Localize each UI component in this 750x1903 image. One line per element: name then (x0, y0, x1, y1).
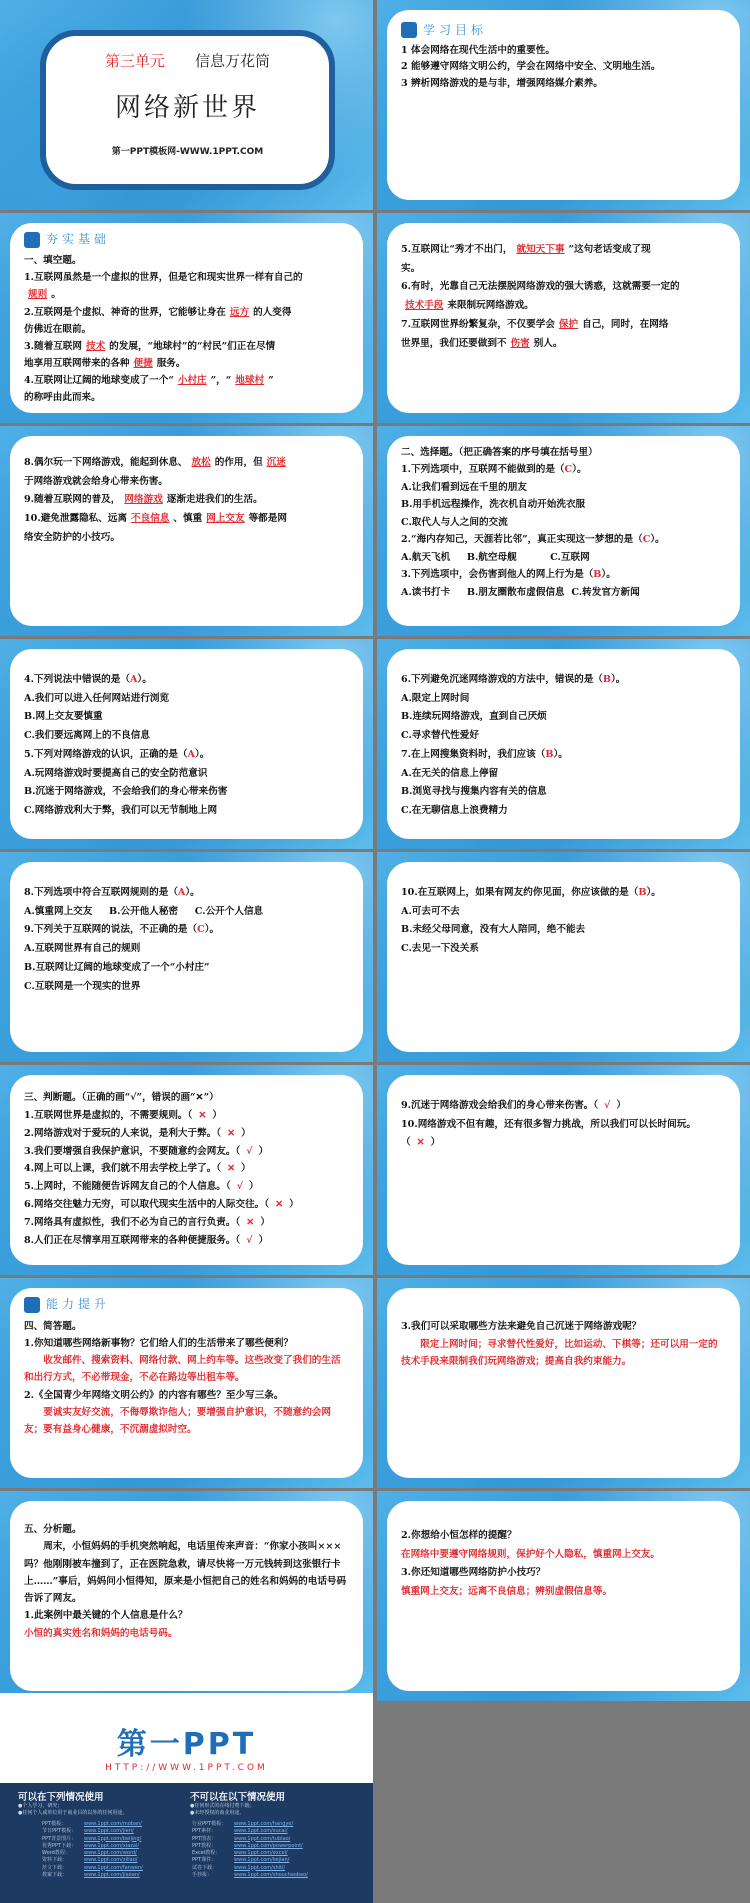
usage-panel (0, 1783, 373, 1903)
link-row[interactable]: 试卷下载： www.1ppt.com/shiti/ (192, 1864, 286, 1871)
q-text: 来限制玩网络游戏。 (447, 300, 534, 312)
choice-card (10, 862, 363, 1052)
q-text: 别人。 (533, 337, 563, 349)
brand-logo: 第一PPT (116, 1727, 257, 1762)
judge-item: 4.网上可以上课，我们就不用去学校上学了。（ ✕ ） (24, 1163, 251, 1175)
answer-blank: 不良信息 (131, 513, 170, 525)
fill-blank-card (10, 223, 363, 413)
q-text: 9.随着互联网的普及， (24, 494, 121, 506)
option: C.互联网是一个现实的世界 (24, 980, 141, 992)
section-title: 五、分析题。 (24, 1524, 82, 1535)
answer: A (177, 887, 186, 898)
cannot-use-line: ●任何形式的在线付费下载； (190, 1803, 255, 1809)
q-text: ）。 (553, 748, 568, 760)
answer-blank: 放松 (191, 457, 211, 468)
link-row[interactable]: PPT课件： www.1ppt.com/kejian/ (192, 1857, 290, 1864)
q-text: 服务。 (156, 357, 186, 369)
q-text: 3.你还知道哪些网络防护小技巧？ (401, 1567, 546, 1579)
unit-label: 第三单元 (104, 52, 165, 70)
option: A.可去可不去 (401, 905, 460, 917)
q-text: 实。 (401, 262, 421, 274)
option: B.网上交友要慎重 (24, 711, 103, 723)
answer-text: 限定上网时间；寻求替代性爱好，比如运动、下棋等；还可以用一定的技术手段来限制我们玩网络游戏；提高自我约束能力。 (401, 1338, 718, 1368)
q-text: 10.在互联网上，如果有网友约你见面，你应该做的是（ (401, 887, 639, 898)
option: C.取代人与人之间的交流 (401, 516, 508, 528)
answer: B (602, 674, 611, 685)
judge-item: 5.上网时，不能随便告诉网友自己的个人信息。（ √ ） (24, 1181, 259, 1193)
lesson-title: 网络新世界 (114, 93, 260, 123)
section-title: 三、判断题。（正确的画“√”，错误的画“✕”） (24, 1092, 219, 1103)
answer-blank: 地球村 (235, 374, 265, 386)
q-text: ”这句老话变成了现 (568, 244, 651, 255)
option: B.未经父母同意，没有大人陪同，绝不能去 (401, 924, 586, 936)
q-text: 自己，同时，在网络 (582, 318, 669, 330)
judge-item: 8.人们正在尽情享用互联网带来的各种便捷服务。（ √ ） (24, 1234, 269, 1246)
goal-line: 3 辨析网络游戏的是与非，增强网络媒介素养。 (401, 77, 603, 89)
link-row[interactable]: 手抄报： www.1ppt.com/shouchaobao/ (192, 1871, 308, 1878)
link-row[interactable]: 行业PPT模板： www.1ppt.com/hangye/ (192, 1821, 294, 1827)
q-text: ” (268, 374, 274, 386)
q-text: 8.下列选项中符合互联网规则的是（ (24, 887, 178, 898)
slide-10-choice (377, 852, 750, 1062)
slide-16-analysis (377, 1491, 750, 1701)
fill-blank-card (387, 223, 740, 413)
q-text: 1.你知道哪些网络新事物？它们给人们的生活带来了哪些便利？ (24, 1337, 294, 1349)
title-card (40, 30, 335, 190)
can-use-line: ●个人学习、研究； (18, 1803, 63, 1809)
answer-blank: 网络游戏 (124, 494, 163, 506)
q-text: 10.避免泄露隐私、远离 (24, 513, 128, 525)
q-text: 5.互联网让“秀才不出门， (401, 244, 513, 255)
option: A.我们可以进入任何网站进行浏览 (24, 692, 170, 704)
q-text: ”，“ (210, 374, 232, 386)
choice-card (387, 436, 740, 626)
answer-text: 收发邮件、搜索资料、网络付款、网上约车等。这些改变了我们的生活和出行方式，不必带现金，不必在路边等出租车等。 (24, 1355, 341, 1384)
answer: A (129, 674, 138, 685)
header-square-icon (24, 232, 40, 248)
q-text: 。 (51, 289, 61, 301)
option: C.网络游戏利大于弊，我们可以无节制地上网 (24, 804, 218, 816)
link-row[interactable]: Word教程： www.1ppt.com/word/ (42, 1850, 137, 1856)
short-answer-card (10, 1288, 363, 1478)
link-row[interactable]: PPT素材： www.1ppt.com/sucai/ (192, 1828, 288, 1835)
answer: ✕ (416, 1137, 425, 1149)
ability-header: 能力提升 (46, 1297, 111, 1311)
q-text: 4.下列说法中错误的是（ (24, 674, 130, 685)
q-text: 2.“海内存知己，天涯若比邻”，真正实现这一梦想的是（ (401, 534, 643, 546)
q-text: ）。 (194, 748, 210, 760)
option: A.玩网络游戏时要提高自己的安全防范意识 (24, 767, 208, 779)
goals-header: 学习目标 (423, 23, 488, 37)
slide-5-fill-blank (0, 426, 373, 636)
slide-4-fill-blank (377, 213, 750, 423)
choice-card (387, 649, 740, 839)
q-text: 4.互联网让辽阔的地球变成了一个“ (24, 374, 174, 386)
judge-card (387, 1075, 740, 1265)
q-text: 逐渐走进我们的生活。 (166, 494, 263, 506)
answer-text: 在网络中要遵守网络规则，保护好个人隐私，慎重网上交友。 (401, 1548, 661, 1560)
answer-blank: 便捷 (133, 357, 153, 369)
option: A.在无关的信息上停留 (401, 767, 499, 779)
q-text: 络安全防护的小技巧。 (24, 531, 120, 543)
answer: A (187, 748, 195, 760)
option: C.在无聊信息上浪费精力 (401, 804, 508, 816)
can-use-line: ●任何个人或单位用于商业目的以外的任何用途。 (18, 1810, 128, 1816)
answer-text: 要诚实友好交流，不侮辱欺诈他人；要增强自护意识，不随意约会网友；要有益身心健康，不沉溺虚拟时空。 (24, 1406, 331, 1436)
q-text: ）。 (572, 464, 587, 476)
goal-line: 2 能够遵守网络文明公约，学会在网络中安全、文明地生活。 (401, 61, 661, 73)
case-story: 周末，小恒妈妈的手机突然响起，电话里传来声音：“你家小孩叫×××吗？他刚刚被车撞到了，正在医院急救，请尽快将一万元钱转到这张银行卡上……”事后，妈妈问小恒得知，原来是小恒把自己的姓名和妈妈的电话号码告诉了网友。 (24, 1541, 347, 1605)
slide-13-short-answer (0, 1278, 373, 1488)
answer-text: 小恒的真实姓名和妈妈的电话号码。 (24, 1627, 178, 1639)
q-text: 1.下列选项中，互联网不能做到的是（ (401, 464, 565, 476)
q-text: ）。 (204, 924, 220, 936)
q-text: 2.你想给小恒怎样的提醒？ (401, 1530, 517, 1541)
slide-9-choice (0, 852, 373, 1062)
link-row[interactable]: PPT图表： www.1ppt.com/tubiao/ (192, 1835, 291, 1842)
q-text: 7.在上网搜集资料时，我们应该（ (401, 748, 546, 760)
option: A.限定上网时间 (401, 692, 470, 704)
analysis-card (10, 1501, 363, 1691)
basics-header: 夯实基础 (46, 232, 111, 246)
q-text: 9.下列关于互联网的说法，不正确的是（ (24, 924, 198, 936)
q-text: 3.我们可以采取哪些方法来避免自己沉迷于网络游戏呢？ (401, 1321, 642, 1332)
answer-blank: 技术手段 (405, 300, 444, 312)
q-text: 3.随着互联网 (24, 340, 82, 352)
slide-1-title (0, 0, 373, 210)
option: A.慎重网上交友 B.公开他人秘密 C.公开个人信息 (24, 905, 264, 917)
option: A.让我们看到远在千里的朋友 (401, 481, 527, 493)
q-text: 仿佛近在眼前。 (24, 323, 92, 335)
slide-7-choice (0, 639, 373, 849)
link-row[interactable]: PPT背景图片： www.1ppt.com/beijing/ (42, 1835, 142, 1842)
option: C.我们要远离网上的不良信息 (24, 730, 150, 742)
option: B.连续玩网络游戏，直到自己厌烦 (401, 711, 547, 723)
q-text: 地享用互联网带来的各种 (24, 357, 130, 369)
can-use-title: 可以在下列情况使用 (18, 1792, 104, 1803)
q-text: 2.《全国青少年网络文明公约》的内容有哪些？至少写三条。 (24, 1389, 284, 1401)
answer: C (564, 464, 573, 476)
q-text: 的称呼由此而来。 (24, 391, 101, 403)
q-text: ）。 (650, 534, 665, 546)
brand-url[interactable]: HTTP://WWW.1PPT.COM (105, 1763, 268, 1773)
option: A.航天飞机 B.航空母舰 C.互联网 (401, 551, 590, 563)
option: A.互联网世界有自己的规则 (24, 943, 141, 955)
q-text: 1.此案例中最关键的个人信息是什么？ (24, 1610, 188, 1622)
answer: C (197, 924, 205, 936)
cannot-use-title: 不可以在以下情况使用 (190, 1792, 286, 1803)
analysis-card (387, 1501, 740, 1691)
slide-15-analysis (0, 1491, 373, 1701)
slide-12-judge (377, 1065, 750, 1275)
answer: B (593, 569, 602, 581)
q-text: 6.下列避免沉迷网络游戏的方法中，错误的是（ (401, 674, 603, 685)
link-row[interactable]: 优秀PPT下载： www.1ppt.com/xiazai/ (42, 1842, 140, 1849)
judge-item: 2.网络游戏对于爱玩的人来说，是利大于弊。（ ✕ ） (24, 1127, 251, 1139)
section-title: 二、选择题。（把正确答案的序号填在括号里） (401, 447, 598, 458)
q-text: ）。 (646, 887, 661, 898)
q-text: ）。 (611, 674, 626, 685)
q-text: 5.下列对网络游戏的认识，正确的是（ (24, 748, 188, 760)
unit-name: 信息万花筒 (195, 52, 271, 70)
brand-area (0, 1693, 373, 1783)
answer-blank: 网上交友 (206, 513, 245, 525)
answer-blank: 远方 (229, 306, 250, 318)
q-text: 世界里，我们还要做到不 (401, 337, 507, 349)
q-text: 8.偶尔玩一下网络游戏，能起到休息、 (24, 457, 188, 468)
link-row[interactable]: PPT教程： www.1ppt.com/powerpoint/ (192, 1842, 303, 1849)
q-text: ）。 (185, 887, 200, 898)
choice-card (10, 649, 363, 839)
answer-blank: 小村庄 (177, 374, 207, 386)
judge-item: 7.网络具有虚拟性，我们不必为自己的言行负责。（ ✕ ） (24, 1216, 270, 1228)
answer-blank: 就知天下事 (516, 244, 565, 255)
cannot-use-line: ●未经授权的商业用途。 (190, 1810, 245, 1816)
answer-blank: 技术 (85, 340, 106, 352)
option: B.互联网让辽阔的地球变成了一个“小村庄” (24, 961, 210, 973)
link-row[interactable]: 资料下载： www.1ppt.com/ziliao/ (42, 1857, 138, 1864)
slide-2-goals (377, 0, 750, 210)
answer-blank: 伤害 (510, 337, 530, 349)
answer-blank: 规则 (28, 289, 48, 301)
link-row[interactable]: 节日PPT模板： www.1ppt.com/jieri/ (42, 1828, 134, 1835)
option: B.沉迷于网络游戏，不会给我们的身心带来伤害 (24, 786, 228, 798)
q-text: 1.互联网虽然是一个虚拟的世界，但是它和现实世界一样有自己的 (24, 272, 303, 284)
q-text: 10.网络游戏不但有趣，还有很多智力挑战，所以我们可以长时间玩。 (401, 1118, 696, 1130)
q-text: 3.下列选项中，会伤害到他人的网上行为是（ (401, 569, 594, 581)
answer-text: 慎重网上交友；远离不良信息；辨别虚假信息等。 (401, 1586, 613, 1598)
fill-blank-card (10, 436, 363, 626)
site-caption: 第一PPT模板网-WWW.1PPT.COM (111, 147, 264, 157)
q-text: 等都是网 (248, 513, 287, 525)
option: A.读书打卡 B.朋友圈散布虚假信息 C.转发官方新闻 (401, 586, 640, 598)
answer: B (545, 748, 554, 760)
header-square-icon (401, 22, 417, 38)
q-text: 的人变得 (253, 306, 292, 318)
q-text: 2.互联网是个虚拟、神奇的世界，它能够让身在 (24, 306, 226, 318)
header-square-icon (24, 1297, 40, 1313)
judge-card (10, 1075, 363, 1265)
link-row[interactable]: PPT模板： www.1ppt.com/moban/ (42, 1821, 142, 1827)
q-text: 9.沉迷于网络游戏会给我们的身心带来伤害。（ (401, 1100, 599, 1111)
q-text: 的发展，“地球村”的“村民”们正在尽情 (109, 340, 276, 352)
goal-line: 1 体会网络在现代生活中的重要性。 (401, 44, 555, 56)
link-row[interactable]: Excel教程： www.1ppt.com/excel/ (192, 1850, 288, 1856)
slide-6-choice (377, 426, 750, 636)
q-text: 、慎重 (173, 513, 203, 525)
answer: C (642, 534, 651, 546)
slide-3-fill-blank (0, 213, 373, 423)
q-text: 7.互联网世界纷繁复杂，不仅要学会 (401, 318, 555, 330)
slide-14-short-answer (377, 1278, 750, 1488)
option: B.用手机远程操作，洗衣机自动开始洗衣服 (401, 499, 586, 511)
link-row[interactable]: 范文下载： www.1ppt.com/fanwen/ (42, 1864, 143, 1871)
q-text: 6.有时，光靠自己无法摆脱网络游戏的强大诱惑，这就需要一定的 (401, 281, 680, 293)
section-title: 一、填空题。 (24, 255, 82, 267)
option: C.寻求替代性爱好 (401, 730, 479, 742)
answer: √ (604, 1100, 611, 1111)
choice-card (387, 862, 740, 1052)
slide-11-judge (0, 1065, 373, 1275)
answer-blank: 保护 (558, 318, 579, 330)
slide-17-brand (0, 1693, 373, 1903)
q-text: ）。 (601, 569, 616, 581)
slide-8-choice (377, 639, 750, 849)
option: C.去见一下没关系 (401, 943, 479, 955)
answer: B (638, 887, 647, 898)
judge-item: 6.网络交往魅力无穷，可以取代现实生活中的人际交往。（ ✕ ） (24, 1199, 299, 1211)
q-text: ） (430, 1137, 441, 1149)
q-text: ） (616, 1100, 626, 1111)
link-row[interactable]: 教案下载： www.1ppt.com/jiaoan/ (42, 1871, 140, 1878)
short-answer-card (387, 1288, 740, 1478)
q-text: （ (401, 1137, 411, 1149)
q-text: ）。 (137, 674, 152, 685)
answer-blank: 沉迷 (266, 457, 286, 468)
q-text: 于网络游戏就会给身心带来伤害。 (24, 475, 168, 487)
judge-item: 3.我们要增强自我保护意识，不要随意约会网友。（ √ ） (24, 1145, 269, 1157)
section-title: 四、简答题。 (24, 1320, 82, 1332)
q-text: 的作用，但 (214, 457, 263, 468)
judge-item: 1.互联网世界是虚拟的，不需要规则。（ ✕ ） (24, 1109, 222, 1121)
goals-card (387, 10, 740, 200)
option: B.浏览寻找与搜集内容有关的信息 (401, 786, 547, 798)
